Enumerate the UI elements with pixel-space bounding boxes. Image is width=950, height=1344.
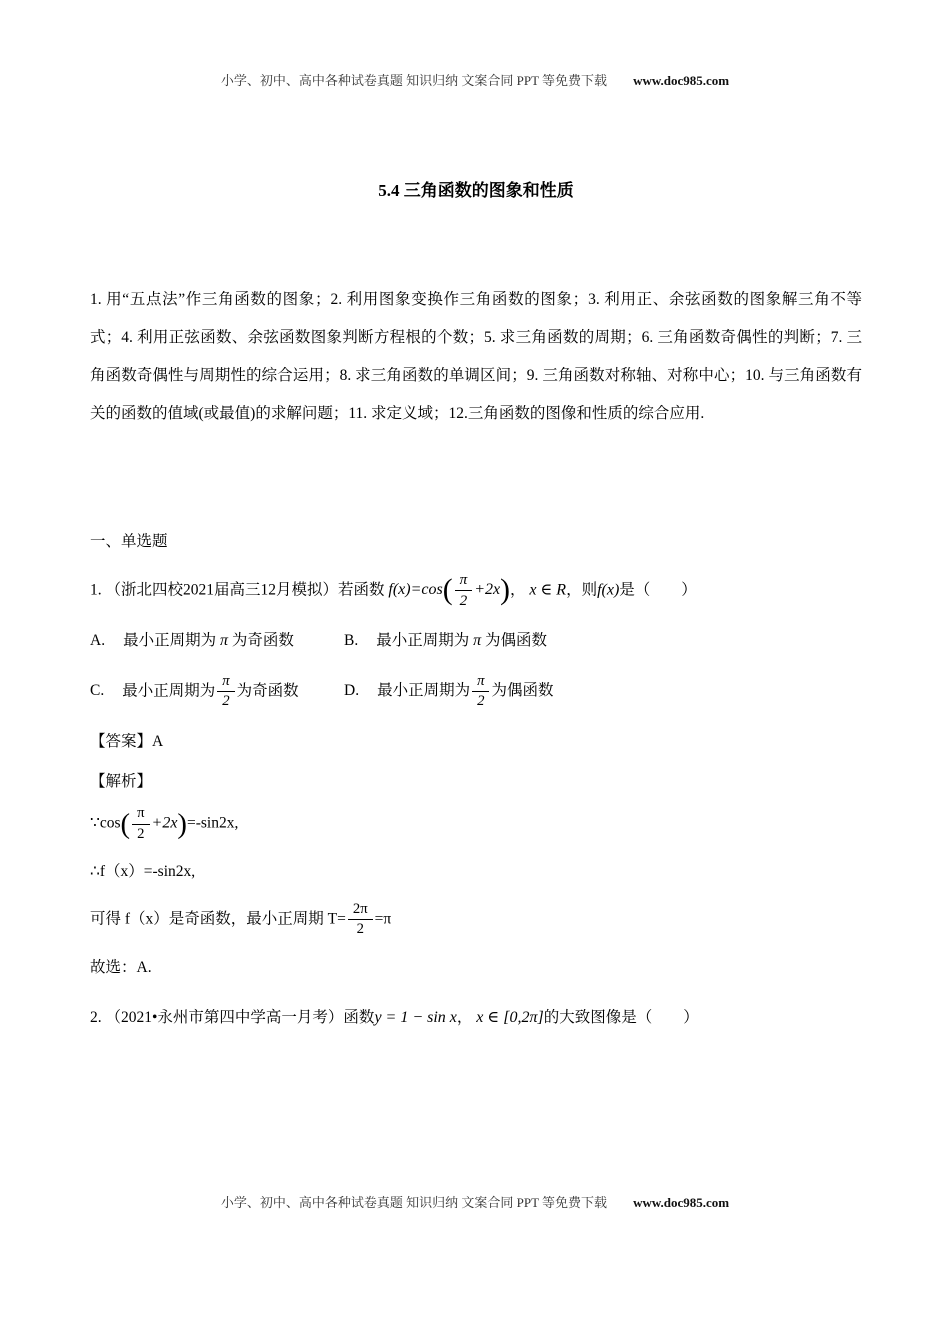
right-paren: ) bbox=[177, 807, 187, 840]
question-1 bbox=[90, 571, 862, 610]
q1-formula bbox=[388, 570, 510, 610]
page-header bbox=[0, 70, 950, 89]
q1-lead: 1. （浙北四校2021届高三12月模拟）若函数 bbox=[90, 581, 385, 599]
option-a bbox=[90, 626, 344, 656]
analysis-line bbox=[90, 769, 862, 791]
q2-domain: x ∈ [0,2π] bbox=[476, 1008, 544, 1026]
pi-symbol: π bbox=[473, 632, 482, 650]
fraction-numerator: π bbox=[472, 673, 489, 693]
question-2 bbox=[90, 1003, 862, 1033]
document-content bbox=[90, 176, 862, 1033]
answer-line bbox=[90, 729, 862, 751]
q1-formula-pre: f(x)=cos bbox=[388, 581, 443, 599]
section-heading: 一、单选题 bbox=[90, 532, 168, 550]
q1-formula-mid: +2x bbox=[474, 581, 501, 599]
fraction-denominator: 2 bbox=[137, 825, 145, 842]
option-c-label: C. bbox=[90, 682, 105, 700]
intro-paragraph: 1. 用“五点法”作三角函数的图象；2. 利用图象变换作三角函数的图象；3. 利用正、余弦函数的图象解三角不等式；4. 利用正弦函数、余弦函数图象判断方程根的个数；5. 求三角函数的周期；6. 三角函数奇偶性的判断；7. 三角函数奇偶性与周期性的综合运用；8. 求三角函数的单调区间；9. 三角函数对称轴、对称中心；10. 与三角函数有关的函数的值域(或最值)的求解问题；11. 求定义域；12.三角函数的图像和性质的综合应用. bbox=[90, 291, 862, 422]
fraction-denominator: 2 bbox=[459, 592, 468, 610]
footer-text: 小学、初中、高中各种试卷真题 知识归纳 文案合同 PPT 等免费下载 bbox=[220, 1195, 608, 1210]
step3-pre: 可得 f（x）是奇函数，最小正周期 T= bbox=[90, 910, 346, 928]
options-row-1 bbox=[90, 626, 862, 656]
q1-tail: 是（ ） bbox=[619, 581, 697, 599]
step4-text: 故选：A. bbox=[90, 959, 152, 977]
option-b-text2: 为偶函数 bbox=[485, 632, 548, 650]
option-a-text2: 为奇函数 bbox=[231, 632, 294, 650]
fraction-numerator: π bbox=[132, 805, 149, 825]
left-paren: ( bbox=[120, 807, 131, 840]
page-footer bbox=[0, 1192, 950, 1211]
page-title: 5.4 三角函数的图象和性质 bbox=[378, 181, 574, 200]
step1-after: =-sin2x, bbox=[186, 814, 239, 832]
header-url[interactable]: www.doc985.com bbox=[633, 73, 730, 88]
q2-lead: 2. （2021•永州市第四中学高一月考）函数 bbox=[90, 1008, 375, 1026]
analysis-label: 【解析】 bbox=[90, 773, 153, 791]
option-d bbox=[344, 672, 554, 710]
right-paren: ) bbox=[500, 573, 510, 606]
solution-step-4 bbox=[90, 953, 862, 982]
fraction-denominator: 2 bbox=[356, 921, 364, 938]
option-c bbox=[90, 673, 344, 711]
solution-step-2 bbox=[90, 857, 862, 886]
q1-comma: ， bbox=[509, 581, 526, 599]
q2-formula: y = 1 − sin x bbox=[374, 1008, 457, 1026]
q1-fx: f(x) bbox=[597, 581, 620, 599]
option-d-label: D. bbox=[344, 682, 360, 700]
fraction-numerator: π bbox=[217, 673, 234, 693]
fraction bbox=[455, 571, 473, 610]
solution-step-1 bbox=[90, 805, 862, 843]
options-row-2 bbox=[90, 673, 862, 711]
footer-url[interactable]: www.doc985.com bbox=[633, 1195, 730, 1210]
option-d-text1: 最小正周期为 bbox=[377, 682, 471, 700]
q1-domain: x ∈ R bbox=[529, 581, 567, 599]
fraction bbox=[348, 901, 373, 939]
option-a-label: A. bbox=[90, 632, 106, 650]
option-d-text2: 为偶函数 bbox=[491, 682, 554, 700]
option-b-text1: 最小正周期为 bbox=[376, 632, 470, 650]
step1-mid: +2x bbox=[151, 814, 178, 832]
fraction bbox=[472, 673, 489, 711]
fraction-numerator: π bbox=[455, 571, 473, 591]
fraction bbox=[132, 805, 149, 843]
left-paren: ( bbox=[442, 573, 453, 606]
solution-step-3 bbox=[90, 901, 862, 939]
option-b-label: B. bbox=[344, 632, 359, 650]
option-c-text1: 最小正周期为 bbox=[122, 682, 216, 700]
option-a-text1: 最小正周期为 bbox=[123, 632, 217, 650]
fraction-denominator: 2 bbox=[222, 693, 230, 710]
fraction-numerator: 2π bbox=[348, 901, 373, 921]
header-text: 小学、初中、高中各种试卷真题 知识归纳 文案合同 PPT 等免费下载 bbox=[220, 73, 608, 88]
step3-after: =π bbox=[374, 910, 392, 928]
step1-pre: ∵cos bbox=[90, 814, 121, 832]
fraction-denominator: 2 bbox=[477, 693, 485, 710]
answer-value: A bbox=[152, 733, 164, 751]
answer-label: 【答案】 bbox=[90, 733, 153, 751]
pi-symbol: π bbox=[219, 632, 228, 650]
q2-tail: 的大致图像是（ ） bbox=[543, 1008, 699, 1026]
option-c-text2: 为奇函数 bbox=[236, 682, 299, 700]
fraction bbox=[217, 673, 234, 711]
q2-comma: ， bbox=[456, 1008, 473, 1026]
q1-mid: ，则 bbox=[566, 581, 598, 599]
step2-text: ∴f（x）=-sin2x, bbox=[90, 863, 196, 881]
option-b bbox=[344, 632, 547, 649]
